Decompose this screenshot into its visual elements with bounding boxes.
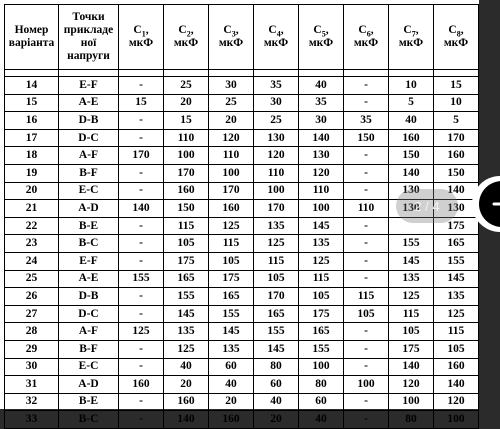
table-cell: 30: [254, 94, 299, 112]
table-cell: 160: [119, 376, 164, 394]
column-header-text: Номер варіанта: [8, 24, 55, 49]
table-cell: 40: [389, 112, 434, 130]
unit-label: мкФ: [443, 37, 469, 49]
table-cell: 15: [5, 94, 59, 112]
table-cell: 19: [5, 164, 59, 182]
table-cell: 130: [434, 200, 479, 218]
table-cell: 60: [209, 358, 254, 376]
table-cell: 155: [164, 288, 209, 306]
column-header-9: $C_7$, мкФ: [389, 5, 434, 70]
capacitor-letter: C: [178, 24, 187, 36]
capacitor-index: 8: [456, 29, 461, 39]
unit-label: мкФ: [353, 37, 379, 49]
table-cell: D-C: [59, 129, 119, 147]
table-cell: 160: [209, 411, 254, 429]
table-cell: 15: [119, 94, 164, 112]
table-cell: 115: [209, 235, 254, 253]
table-cell: 105: [254, 270, 299, 288]
table-cell: 125: [119, 323, 164, 341]
capacitor-letter: C: [358, 24, 367, 36]
table-cell: 110: [299, 182, 344, 200]
table-cell: 40: [209, 376, 254, 394]
capacitor-index: 3: [231, 29, 236, 39]
table-cell: 40: [299, 411, 344, 429]
table-cell: 80: [254, 358, 299, 376]
table-cell: 105: [434, 340, 479, 358]
table-cell: -: [119, 112, 164, 130]
table-cell: B-E: [59, 393, 119, 411]
capacitor-index: 7: [411, 29, 416, 39]
capacitor-index: 5: [321, 29, 326, 39]
table-cell: 30: [209, 77, 254, 95]
table-cell: 40: [254, 393, 299, 411]
table-body: [5, 70, 479, 429]
capacitor-letter: C: [403, 24, 412, 36]
table-cell: E-C: [59, 358, 119, 376]
table-cell: 100: [299, 200, 344, 218]
table-cell: 160: [434, 147, 479, 165]
table-row: [5, 323, 479, 341]
column-header-text: Точки прикладе ної напруги: [63, 11, 114, 62]
table-row: [5, 129, 479, 147]
column-header-2: [59, 5, 119, 70]
table-cell: -: [344, 94, 389, 112]
table-cell: 165: [434, 235, 479, 253]
table-cell: 25: [164, 77, 209, 95]
table-cell: 100: [389, 393, 434, 411]
table-cell: B-F: [59, 164, 119, 182]
table-cell: 125: [209, 217, 254, 235]
table-cell: 175: [164, 252, 209, 270]
table-cell: 165: [209, 288, 254, 306]
table-cell: 175: [389, 340, 434, 358]
table-cell: 170: [209, 182, 254, 200]
table-cell: 160: [164, 182, 209, 200]
table-cell: 170: [164, 164, 209, 182]
table-header-row: [5, 5, 479, 70]
table-cell: -: [119, 235, 164, 253]
table-cell: D-C: [59, 305, 119, 323]
table-cell: 130: [389, 200, 434, 218]
table-cell: 150: [434, 164, 479, 182]
table-cell: 140: [389, 358, 434, 376]
table-cell: 150: [389, 147, 434, 165]
table-cell: -: [344, 323, 389, 341]
table-cell: 110: [344, 200, 389, 218]
table-cell: -: [119, 217, 164, 235]
table-row: [5, 77, 479, 95]
table-cell: 22: [5, 217, 59, 235]
table-cell: 105: [344, 305, 389, 323]
table-cell: 20: [5, 182, 59, 200]
table-cell: -: [344, 235, 389, 253]
table-cell: 160: [209, 200, 254, 218]
table-cell: 105: [164, 235, 209, 253]
table-cell: 175: [209, 270, 254, 288]
table-cell: A-D: [59, 376, 119, 394]
table-cell: A-F: [59, 147, 119, 165]
table-cell: 80: [299, 376, 344, 394]
table-cell: 160: [434, 358, 479, 376]
table-cell: 155: [389, 235, 434, 253]
table-cell: 115: [164, 217, 209, 235]
unit-label: мкФ: [128, 37, 154, 49]
table-row: [5, 164, 479, 182]
table-cell: 135: [209, 340, 254, 358]
table-cell: 170: [119, 147, 164, 165]
capacitor-index: 2: [186, 29, 191, 39]
table-cell: 40: [164, 358, 209, 376]
table-cell: 120: [434, 393, 479, 411]
table-cell: 150: [344, 129, 389, 147]
page-indicator: [396, 189, 458, 223]
table-cell: 30: [5, 358, 59, 376]
table-cell: 18: [5, 147, 59, 165]
table-cell: 105: [209, 252, 254, 270]
table-cell: 40: [299, 77, 344, 95]
table-cell: -: [119, 340, 164, 358]
table-cell: -: [344, 252, 389, 270]
table-cell: 135: [434, 288, 479, 306]
table-cell: 125: [299, 252, 344, 270]
table-cell: 100: [344, 376, 389, 394]
table-cell: 135: [164, 323, 209, 341]
table-cell: -: [119, 288, 164, 306]
table-cell: 155: [254, 323, 299, 341]
table-cell: E-F: [59, 77, 119, 95]
table-cell: 20: [209, 393, 254, 411]
unit-label: мкФ: [398, 37, 424, 49]
table-cell: A-E: [59, 270, 119, 288]
table-cell: 165: [164, 270, 209, 288]
table-cell: 120: [209, 129, 254, 147]
table-cell: 140: [164, 411, 209, 429]
table-row: [5, 340, 479, 358]
table-cell: 140: [119, 200, 164, 218]
table-cell: -: [344, 393, 389, 411]
table-cell: 155: [434, 252, 479, 270]
table-cell: 16: [5, 112, 59, 130]
table-row: [5, 305, 479, 323]
table-cell: 145: [299, 217, 344, 235]
spacer-row: [5, 70, 479, 77]
table-cell: 21: [5, 200, 59, 218]
table-cell: 120: [254, 147, 299, 165]
table-cell: 15: [164, 112, 209, 130]
table-cell: 110: [164, 129, 209, 147]
table-cell: 80: [389, 411, 434, 429]
table-cell: 175: [434, 217, 479, 235]
table-cell: 120: [299, 164, 344, 182]
table-cell: 30: [299, 112, 344, 130]
table-cell: 115: [254, 252, 299, 270]
table-cell: 125: [254, 235, 299, 253]
table-cell: 130: [254, 129, 299, 147]
table-cell: -: [344, 270, 389, 288]
page-indicator-text: 2 / 4: [414, 198, 440, 214]
table-cell: -: [344, 164, 389, 182]
table-cell: 140: [299, 129, 344, 147]
table-row: [5, 411, 479, 429]
table-cell: B-F: [59, 340, 119, 358]
table-cell: 17: [5, 129, 59, 147]
table-cell: -: [119, 358, 164, 376]
capacitor-index: 4: [276, 29, 281, 39]
column-header-6: $C_4$, мкФ: [254, 5, 299, 70]
table-row: [5, 288, 479, 306]
table-cell: 10: [389, 77, 434, 95]
table-cell: -: [344, 217, 389, 235]
capacitor-letter: C: [448, 24, 457, 36]
unit-label: мкФ: [218, 37, 244, 49]
capacitor-letter: C: [223, 24, 232, 36]
column-header-1: [5, 5, 59, 70]
table-cell: 140: [389, 164, 434, 182]
table-cell: 20: [164, 94, 209, 112]
table-cell: 20: [254, 411, 299, 429]
table-cell: 5: [434, 112, 479, 130]
table-cell: 135: [254, 217, 299, 235]
column-header-8: $C_6$, мкФ: [344, 5, 389, 70]
table-cell: -: [119, 182, 164, 200]
table-cell: -: [344, 411, 389, 429]
table-cell: 130: [389, 182, 434, 200]
table-cell: 145: [254, 340, 299, 358]
capacitor-letter: C: [133, 24, 142, 36]
table-cell: 100: [164, 147, 209, 165]
table-cell: 20: [164, 376, 209, 394]
table-cell: 33: [5, 411, 59, 429]
table-cell: 105: [389, 323, 434, 341]
table-cell: 35: [344, 112, 389, 130]
table-cell: 155: [299, 340, 344, 358]
table-cell: 100: [299, 358, 344, 376]
table-row: [5, 270, 479, 288]
table-cell: 160: [389, 129, 434, 147]
table-cell: -: [119, 252, 164, 270]
table-cell: A-F: [59, 323, 119, 341]
unit-label: мкФ: [263, 37, 289, 49]
table-cell: 155: [209, 305, 254, 323]
table-cell: 25: [209, 94, 254, 112]
table-cell: D-B: [59, 112, 119, 130]
table-cell: 170: [254, 288, 299, 306]
table-cell: 20: [209, 112, 254, 130]
table-cell: 140: [434, 376, 479, 394]
table-row: [5, 376, 479, 394]
table-cell: 145: [209, 323, 254, 341]
table-cell: 165: [254, 305, 299, 323]
table-cell: 130: [299, 147, 344, 165]
capacitor-letter: C: [313, 24, 322, 36]
table-cell: B-C: [59, 411, 119, 429]
table-cell: 125: [389, 288, 434, 306]
table-cell: 165: [299, 323, 344, 341]
table-cell: 5: [389, 94, 434, 112]
table-cell: D-B: [59, 288, 119, 306]
capacitor-index: 1: [141, 29, 146, 39]
table-cell: A-D: [59, 200, 119, 218]
capacitor-letter: C: [268, 24, 277, 36]
column-header-3: $C_1$, мкФ: [119, 5, 164, 70]
table-cell: 150: [164, 200, 209, 218]
table-cell: 60: [254, 376, 299, 394]
table-cell: 32: [5, 393, 59, 411]
table-row: [5, 94, 479, 112]
table-cell: 115: [389, 305, 434, 323]
table-cell: 35: [254, 77, 299, 95]
table-cell: A-E: [59, 94, 119, 112]
table-cell: 170: [254, 200, 299, 218]
table-row: [5, 358, 479, 376]
table-cell: 60: [299, 393, 344, 411]
table-cell: 115: [434, 323, 479, 341]
table-cell: 27: [5, 305, 59, 323]
arrow-right-icon: [479, 181, 500, 227]
table-cell: -: [344, 182, 389, 200]
table-cell: 110: [254, 164, 299, 182]
table-cell: 125: [164, 340, 209, 358]
table-cell: 10: [434, 94, 479, 112]
table-cell: 100: [209, 164, 254, 182]
table-cell: 135: [389, 270, 434, 288]
table-cell: B-C: [59, 235, 119, 253]
column-header-4: $C_2$, мкФ: [164, 5, 209, 70]
table-cell: B-E: [59, 217, 119, 235]
table-cell: 120: [389, 376, 434, 394]
table-cell: 115: [299, 270, 344, 288]
table-cell: E-C: [59, 182, 119, 200]
table-cell: 25: [5, 270, 59, 288]
table-cell: -: [344, 147, 389, 165]
table-cell: -: [344, 358, 389, 376]
column-header-5: $C_3$, мкФ: [209, 5, 254, 70]
table-cell: 23: [5, 235, 59, 253]
table-cell: 170: [434, 129, 479, 147]
table-cell: E-F: [59, 252, 119, 270]
table-cell: 110: [209, 147, 254, 165]
table-row: [5, 147, 479, 165]
table-cell: 145: [389, 252, 434, 270]
table-cell: -: [344, 340, 389, 358]
table-row: [5, 235, 479, 253]
table-cell: 145: [434, 270, 479, 288]
table-cell: 26: [5, 288, 59, 306]
table-cell: 15: [434, 77, 479, 95]
table-cell: 175: [299, 305, 344, 323]
table-cell: 115: [344, 288, 389, 306]
table-cell: -: [119, 129, 164, 147]
table-cell: 28: [5, 323, 59, 341]
unit-label: мкФ: [173, 37, 199, 49]
column-header-10: $C_8$, мкФ: [434, 5, 479, 70]
table-cell: -: [119, 393, 164, 411]
table-cell: 29: [5, 340, 59, 358]
table-cell: -: [119, 164, 164, 182]
table-cell: 35: [299, 94, 344, 112]
table-row: [5, 112, 479, 130]
table-cell: 160: [164, 393, 209, 411]
table-row: [5, 393, 479, 411]
table-cell: 14: [5, 77, 59, 95]
table-cell: -: [344, 77, 389, 95]
table-cell: 25: [254, 112, 299, 130]
table-cell: 100: [254, 182, 299, 200]
table-cell: 135: [299, 235, 344, 253]
unit-label: мкФ: [308, 37, 334, 49]
column-header-7: $C_5$, мкФ: [299, 5, 344, 70]
table-cell: 105: [299, 288, 344, 306]
table-cell: 24: [5, 252, 59, 270]
table-cell: -: [119, 77, 164, 95]
table-cell: -: [119, 305, 164, 323]
table-cell: 31: [5, 376, 59, 394]
table-cell: -: [119, 411, 164, 429]
table-cell: 155: [119, 270, 164, 288]
capacitor-index: 6: [366, 29, 371, 39]
table-cell: 100: [434, 411, 479, 429]
table-cell: 145: [164, 305, 209, 323]
table-row: [5, 252, 479, 270]
table-cell: 140: [434, 182, 479, 200]
table-cell: 125: [434, 305, 479, 323]
